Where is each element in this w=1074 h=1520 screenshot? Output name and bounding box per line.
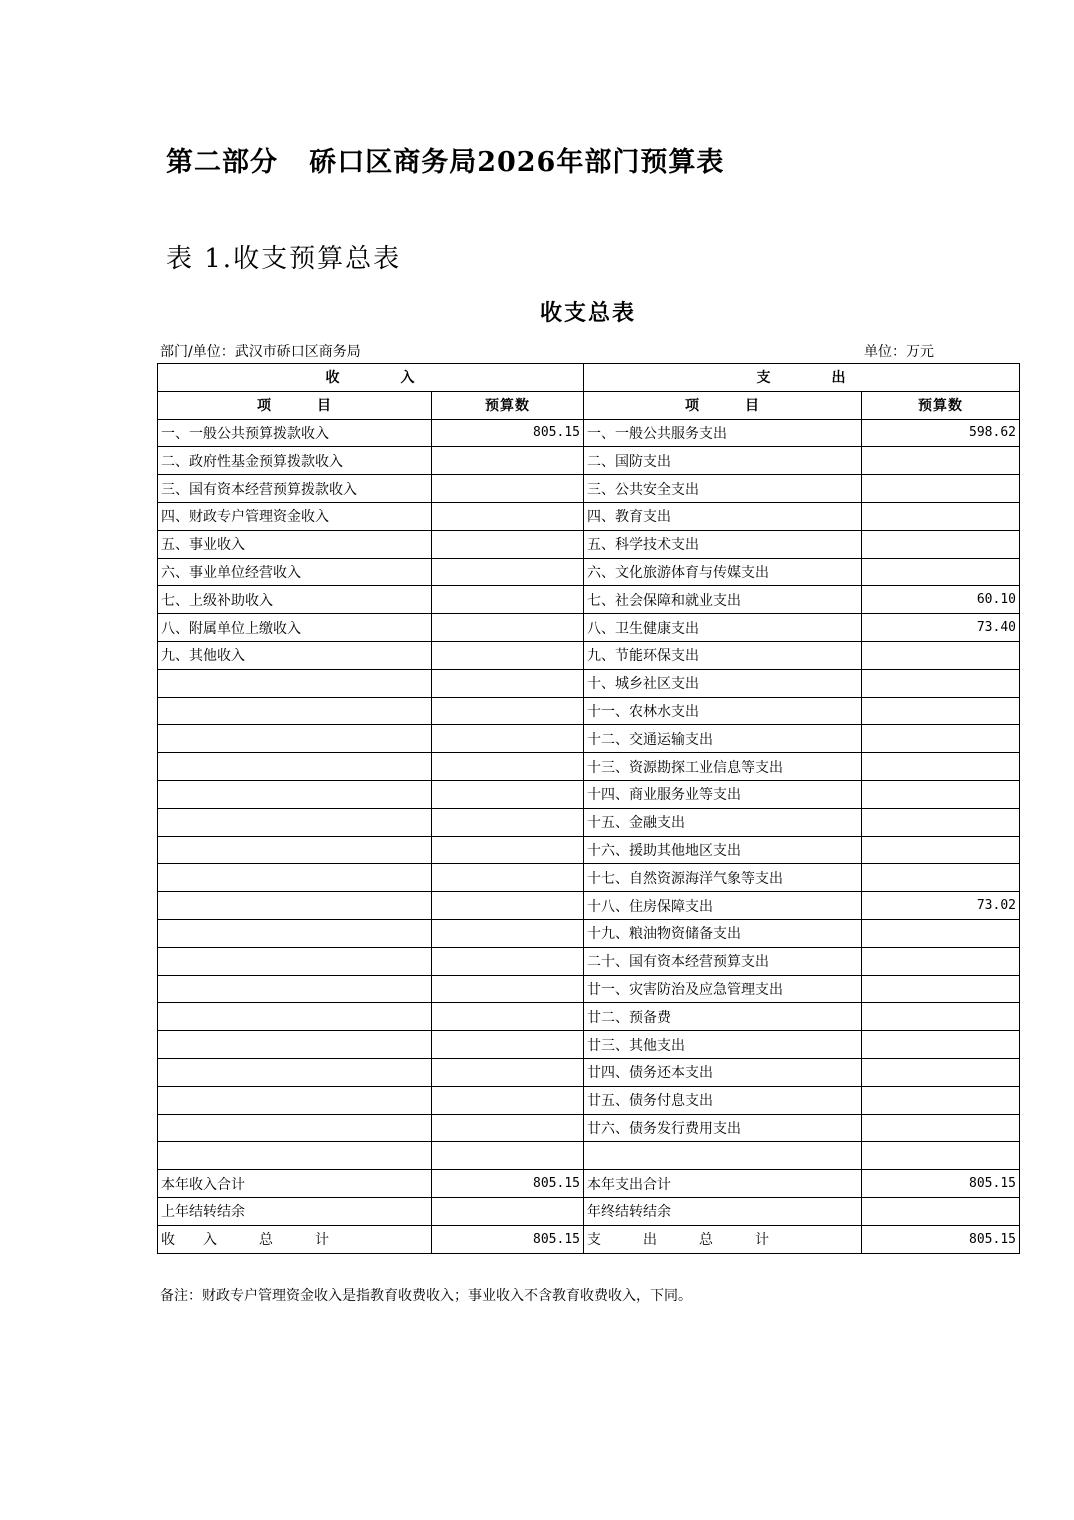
table-row bbox=[158, 419, 1020, 447]
table-row bbox=[158, 1058, 1020, 1086]
income-value-cell bbox=[432, 1003, 584, 1031]
income-value-cell bbox=[432, 919, 584, 947]
income-value-cell bbox=[432, 475, 584, 503]
table-row bbox=[158, 864, 1020, 892]
income-value-cell bbox=[432, 447, 584, 475]
part-title: 第二部分 硚口区商务局2026年部门预算表 bbox=[166, 147, 725, 178]
expense-value-cell bbox=[862, 558, 1020, 586]
table-row bbox=[158, 669, 1020, 697]
expense-value-cell bbox=[862, 836, 1020, 864]
income-value-cell bbox=[432, 1031, 584, 1059]
income-value-cell bbox=[432, 1197, 584, 1225]
table-row bbox=[158, 725, 1020, 753]
income-value-cell bbox=[432, 808, 584, 836]
expense-budget-header: 预算数 bbox=[862, 391, 1020, 419]
table-row bbox=[158, 1086, 1020, 1114]
income-value-cell bbox=[432, 1142, 584, 1170]
income-section-header: 收 入 bbox=[158, 364, 584, 392]
income-value-cell bbox=[432, 1114, 584, 1142]
expense-item-cell: 十八、住房保障支出 bbox=[584, 892, 862, 920]
income-value-cell bbox=[432, 641, 584, 669]
expense-section-header: 支 出 bbox=[584, 364, 1020, 392]
column-header-row bbox=[158, 391, 1020, 419]
expense-item-cell: 十七、自然资源海洋气象等支出 bbox=[584, 864, 862, 892]
expense-item-cell: 三、公共安全支出 bbox=[584, 475, 862, 503]
expense-value-cell bbox=[862, 780, 1020, 808]
table-row bbox=[158, 753, 1020, 781]
income-budget-header: 预算数 bbox=[432, 391, 584, 419]
table-row bbox=[158, 808, 1020, 836]
income-value-cell bbox=[432, 669, 584, 697]
income-item-cell bbox=[158, 753, 432, 781]
table-row bbox=[158, 1225, 1020, 1253]
table-row bbox=[158, 586, 1020, 614]
table-row bbox=[158, 919, 1020, 947]
expense-value-cell bbox=[862, 1031, 1020, 1059]
income-value-cell bbox=[432, 947, 584, 975]
table-row bbox=[158, 697, 1020, 725]
income-value-cell bbox=[432, 614, 584, 642]
income-item-cell bbox=[158, 1142, 432, 1170]
income-item-cell bbox=[158, 808, 432, 836]
table-row bbox=[158, 1003, 1020, 1031]
income-value-cell bbox=[432, 586, 584, 614]
table-row bbox=[158, 892, 1020, 920]
table-row bbox=[158, 1142, 1020, 1170]
expense-value-cell bbox=[862, 1086, 1020, 1114]
expense-value-cell bbox=[862, 530, 1020, 558]
income-item-cell bbox=[158, 1031, 432, 1059]
expense-item-cell: 支 出 总 计 bbox=[584, 1225, 862, 1253]
footnote: 备注：财政专户管理资金收入是指教育收费收入；事业收入不含教育收费收入，下同。 bbox=[160, 1288, 692, 1304]
expense-value-cell bbox=[862, 1003, 1020, 1031]
income-value-cell bbox=[432, 697, 584, 725]
expense-item-cell: 二十、国有资本经营预算支出 bbox=[584, 947, 862, 975]
income-item-cell: 三、国有资本经营预算拨款收入 bbox=[158, 475, 432, 503]
expense-value-cell bbox=[862, 1197, 1020, 1225]
expense-value-cell bbox=[862, 1142, 1020, 1170]
expense-value-cell bbox=[862, 697, 1020, 725]
expense-value-cell: 598.62 bbox=[862, 419, 1020, 447]
table-row bbox=[158, 641, 1020, 669]
income-item-cell bbox=[158, 975, 432, 1003]
currency-unit: 单位：万元 bbox=[864, 344, 934, 360]
income-item-cell: 九、其他收入 bbox=[158, 641, 432, 669]
income-item-cell: 收 入 总 计 bbox=[158, 1225, 432, 1253]
table-row bbox=[158, 1170, 1020, 1198]
expense-item-cell: 廿四、债务还本支出 bbox=[584, 1058, 862, 1086]
expense-value-cell bbox=[862, 669, 1020, 697]
section-header-row bbox=[158, 364, 1020, 392]
income-item-cell: 七、上级补助收入 bbox=[158, 586, 432, 614]
income-item-cell bbox=[158, 725, 432, 753]
expense-item-cell: 一、一般公共服务支出 bbox=[584, 419, 862, 447]
expense-value-cell bbox=[862, 1058, 1020, 1086]
expense-item-cell: 十六、援助其他地区支出 bbox=[584, 836, 862, 864]
table-row bbox=[158, 447, 1020, 475]
table-title: 收支总表 bbox=[539, 301, 636, 326]
income-value-cell bbox=[432, 530, 584, 558]
expense-item-cell: 年终结转结余 bbox=[584, 1197, 862, 1225]
income-value-cell bbox=[432, 558, 584, 586]
expense-item-cell: 八、卫生健康支出 bbox=[584, 614, 862, 642]
table-row bbox=[158, 780, 1020, 808]
income-value-cell bbox=[432, 725, 584, 753]
income-item-cell: 上年结转结余 bbox=[158, 1197, 432, 1225]
expense-value-cell bbox=[862, 947, 1020, 975]
income-item-cell bbox=[158, 780, 432, 808]
income-value-cell: 805.15 bbox=[432, 419, 584, 447]
table-row bbox=[158, 614, 1020, 642]
expense-item-cell: 廿六、债务发行费用支出 bbox=[584, 1114, 862, 1142]
expense-value-cell bbox=[862, 475, 1020, 503]
income-item-header: 项 目 bbox=[158, 391, 432, 419]
income-item-cell bbox=[158, 864, 432, 892]
income-value-cell bbox=[432, 1086, 584, 1114]
income-value-cell: 805.15 bbox=[432, 1225, 584, 1253]
income-value-cell bbox=[432, 864, 584, 892]
expense-item-cell: 五、科学技术支出 bbox=[584, 530, 862, 558]
income-item-cell bbox=[158, 669, 432, 697]
income-item-cell bbox=[158, 1058, 432, 1086]
expense-value-cell bbox=[862, 975, 1020, 1003]
income-value-cell bbox=[432, 836, 584, 864]
expense-value-cell: 60.10 bbox=[862, 586, 1020, 614]
table-row bbox=[158, 1114, 1020, 1142]
income-value-cell bbox=[432, 753, 584, 781]
table-row bbox=[158, 836, 1020, 864]
expense-item-cell: 九、节能环保支出 bbox=[584, 641, 862, 669]
expense-value-cell bbox=[862, 864, 1020, 892]
expense-item-cell: 四、教育支出 bbox=[584, 502, 862, 530]
income-item-cell bbox=[158, 836, 432, 864]
income-item-cell: 本年收入合计 bbox=[158, 1170, 432, 1198]
expense-value-cell bbox=[862, 753, 1020, 781]
expense-value-cell: 805.15 bbox=[862, 1225, 1020, 1253]
income-value-cell bbox=[432, 975, 584, 1003]
expense-value-cell bbox=[862, 1114, 1020, 1142]
expense-item-cell: 廿二、预备费 bbox=[584, 1003, 862, 1031]
table-row bbox=[158, 1031, 1020, 1059]
expense-value-cell bbox=[862, 641, 1020, 669]
expense-item-cell: 十二、交通运输支出 bbox=[584, 725, 862, 753]
expense-item-cell: 七、社会保障和就业支出 bbox=[584, 586, 862, 614]
table-row bbox=[158, 558, 1020, 586]
department-unit: 部门/单位：武汉市硚口区商务局 bbox=[160, 344, 361, 360]
expense-value-cell bbox=[862, 725, 1020, 753]
expense-value-cell bbox=[862, 919, 1020, 947]
income-value-cell bbox=[432, 1058, 584, 1086]
expense-value-cell: 805.15 bbox=[862, 1170, 1020, 1198]
table-row bbox=[158, 475, 1020, 503]
expense-item-cell: 本年支出合计 bbox=[584, 1170, 862, 1198]
expense-item-cell: 廿五、债务付息支出 bbox=[584, 1086, 862, 1114]
budget-table bbox=[157, 363, 1020, 1254]
income-value-cell bbox=[432, 892, 584, 920]
expense-item-cell: 十三、资源勘探工业信息等支出 bbox=[584, 753, 862, 781]
income-item-cell bbox=[158, 919, 432, 947]
expense-item-cell: 六、文化旅游体育与传媒支出 bbox=[584, 558, 862, 586]
expense-item-cell: 廿三、其他支出 bbox=[584, 1031, 862, 1059]
expense-item-cell: 十五、金融支出 bbox=[584, 808, 862, 836]
income-value-cell bbox=[432, 502, 584, 530]
table-row bbox=[158, 1197, 1020, 1225]
income-item-cell: 六、事业单位经营收入 bbox=[158, 558, 432, 586]
expense-value-cell bbox=[862, 808, 1020, 836]
expense-item-cell: 十、城乡社区支出 bbox=[584, 669, 862, 697]
table-row bbox=[158, 975, 1020, 1003]
income-item-cell bbox=[158, 1086, 432, 1114]
expense-item-cell: 廿一、灾害防治及应急管理支出 bbox=[584, 975, 862, 1003]
income-item-cell bbox=[158, 947, 432, 975]
expense-value-cell: 73.40 bbox=[862, 614, 1020, 642]
income-value-cell bbox=[432, 780, 584, 808]
income-item-cell: 五、事业收入 bbox=[158, 530, 432, 558]
table-row bbox=[158, 530, 1020, 558]
expense-item-cell: 二、国防支出 bbox=[584, 447, 862, 475]
income-item-cell bbox=[158, 1003, 432, 1031]
income-item-cell bbox=[158, 697, 432, 725]
expense-item-cell: 十四、商业服务业等支出 bbox=[584, 780, 862, 808]
income-item-cell: 八、附属单位上缴收入 bbox=[158, 614, 432, 642]
income-item-cell bbox=[158, 892, 432, 920]
income-value-cell: 805.15 bbox=[432, 1170, 584, 1198]
expense-item-header: 项 目 bbox=[584, 391, 862, 419]
expense-value-cell bbox=[862, 502, 1020, 530]
expense-item-cell: 十九、粮油物资储备支出 bbox=[584, 919, 862, 947]
expense-value-cell bbox=[862, 447, 1020, 475]
income-item-cell: 四、财政专户管理资金收入 bbox=[158, 502, 432, 530]
table-row bbox=[158, 947, 1020, 975]
expense-item-cell: 十一、农林水支出 bbox=[584, 697, 862, 725]
income-item-cell: 一、一般公共预算拨款收入 bbox=[158, 419, 432, 447]
expense-item-cell bbox=[584, 1142, 862, 1170]
table-row bbox=[158, 502, 1020, 530]
income-item-cell bbox=[158, 1114, 432, 1142]
table-label: 表 1.收支预算总表 bbox=[166, 244, 402, 274]
income-item-cell: 二、政府性基金预算拨款收入 bbox=[158, 447, 432, 475]
expense-value-cell: 73.02 bbox=[862, 892, 1020, 920]
